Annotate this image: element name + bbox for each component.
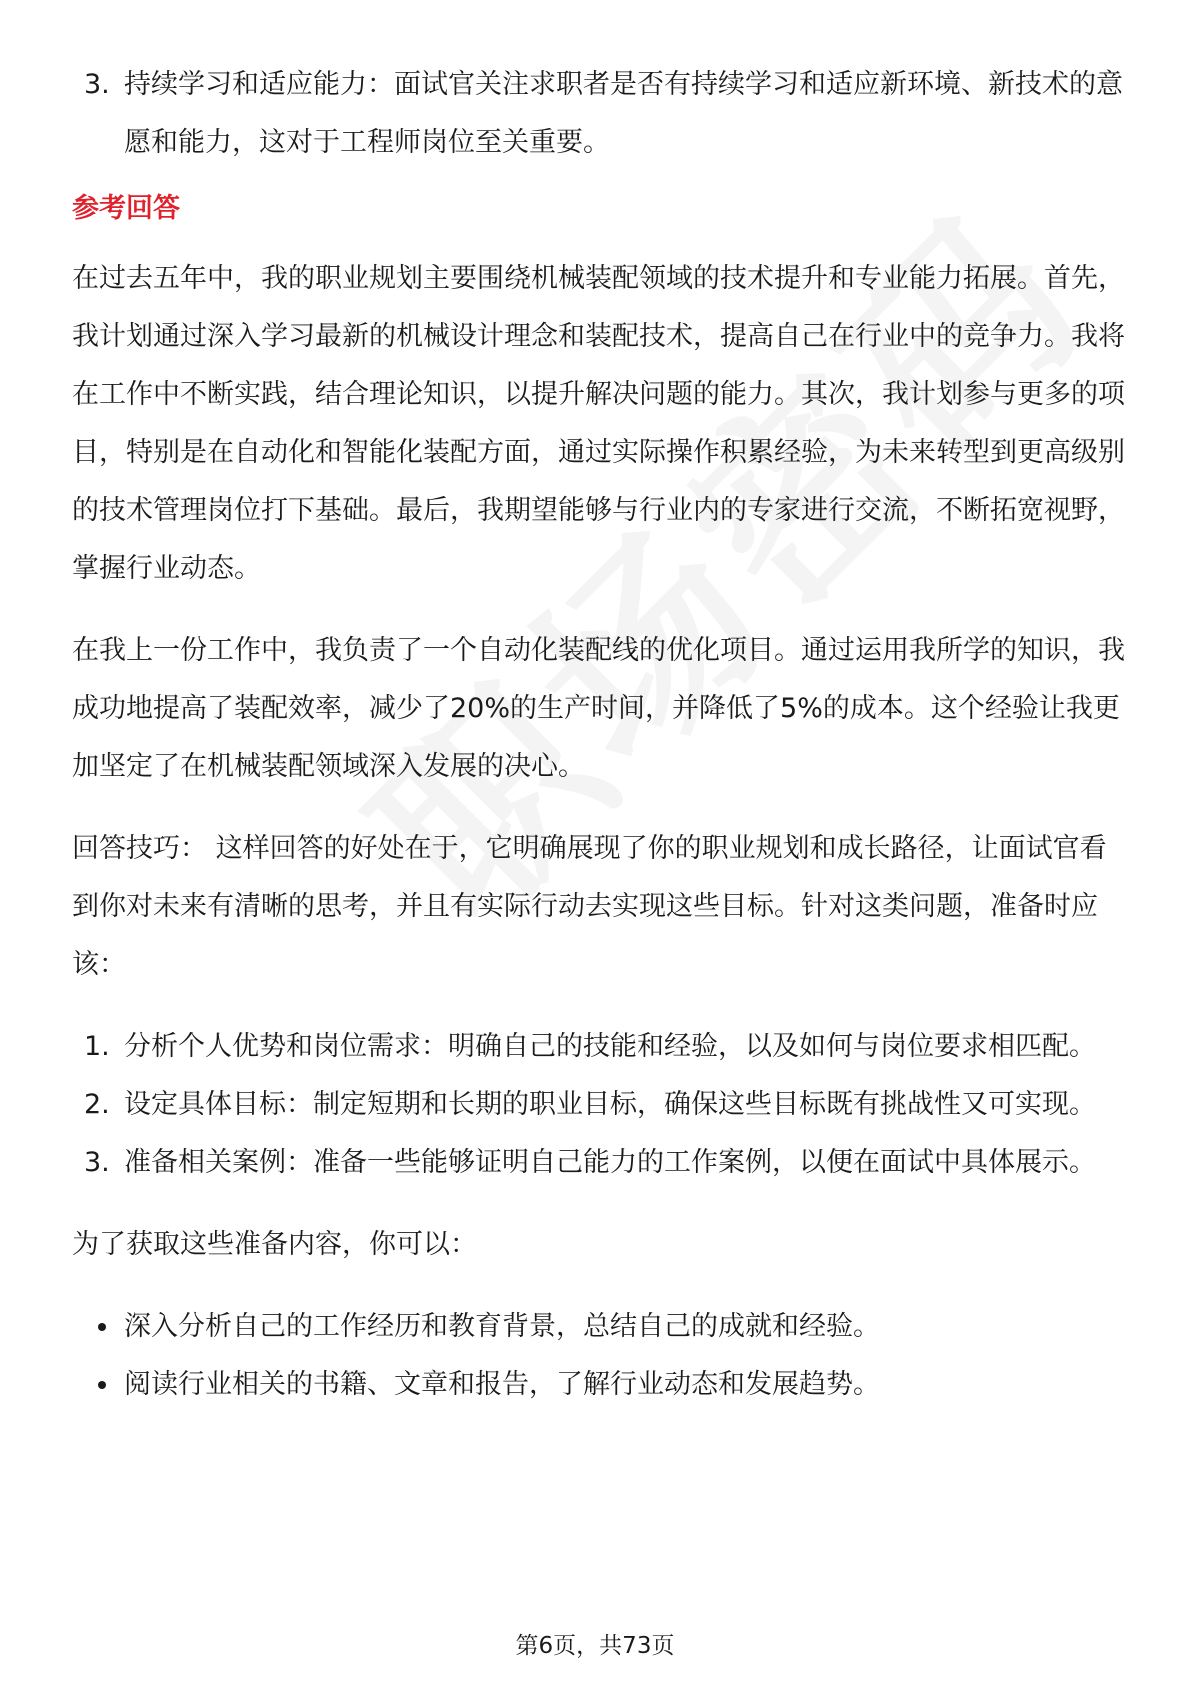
list-item <box>72 1076 1132 1134</box>
list-number: 2. <box>84 1089 110 1120</box>
list-item-text: 分析个人优势和岗位需求：明确自己的技能和经验，以及如何与岗位要求相匹配。 <box>124 1031 1096 1062</box>
list-number: 3. <box>84 1147 110 1178</box>
list-item <box>72 1018 1132 1076</box>
page-number-footer: 第6页，共73页 <box>515 1633 675 1659</box>
list-item-text: 持续学习和适应能力：面试官关注求职者是否有持续学习和适应新环境、新技术的意愿和能力，这对于工程师岗位至关重要。 <box>124 69 1123 158</box>
list-item <box>72 1356 1132 1414</box>
list-item-text: 设定具体目标：制定短期和长期的职业目标，确保这些目标既有挑战性又可实现。 <box>124 1089 1096 1120</box>
list-item-text: 深入分析自己的工作经历和教育背景，总结自己的成就和经验。 <box>124 1311 880 1342</box>
preparation-bullet-list <box>72 1298 1132 1414</box>
bullet-dot-icon <box>98 1381 106 1389</box>
tips-list <box>72 1018 1132 1192</box>
page-content <box>72 56 1132 1414</box>
tips-intro-paragraph: 回答技巧： 这样回答的好处在于，它明确展现了你的职业规划和成长路径，让面试官看到你对未来有清晰的思考，并且有实际行动去实现这些目标。针对这类问题，准备时应该： <box>72 833 1107 980</box>
list-item <box>72 1298 1132 1356</box>
answer-paragraph-2: 在我上一份工作中，我负责了一个自动化装配线的优化项目。通过运用我所学的知识，我成功地提高了装配效率，减少了20%的生产时间，并降低了5%的成本。这个经验让我更加坚定了在机械装配领域深入发展的决心。 <box>72 635 1125 782</box>
section-heading: 参考回答 <box>72 193 180 224</box>
bullet-dot-icon <box>98 1323 106 1331</box>
list-number: 3. <box>84 69 110 100</box>
list-item-text: 阅读行业相关的书籍、文章和报告，了解行业动态和发展趋势。 <box>124 1369 880 1400</box>
list-item <box>72 1134 1132 1192</box>
list-number: 1. <box>84 1031 110 1062</box>
preparation-intro-paragraph: 为了获取这些准备内容，你可以： <box>72 1229 477 1260</box>
answer-paragraph-1: 在过去五年中，我的职业规划主要围绕机械装配领域的技术提升和专业能力拓展。首先，我计划通过深入学习最新的机械设计理念和装配技术，提高自己在行业中的竞争力。我将在工作中不断实践，结合理论知识，以提升解决问题的能力。其次，我计划参与更多的项目，特别是在自动化和智能化装配方面，通过实际操作积累经验，为未来转型到更高级别的技术管理岗位打下基础。最后，我期望能够与行业内的专家进行交流，不断拓宽视野，掌握行业动态。 <box>72 263 1125 584</box>
list-item-text: 准备相关案例：准备一些能够证明自己能力的工作案例，以便在面试中具体展示。 <box>124 1147 1096 1178</box>
criteria-list <box>72 56 1132 172</box>
list-item <box>72 56 1132 172</box>
